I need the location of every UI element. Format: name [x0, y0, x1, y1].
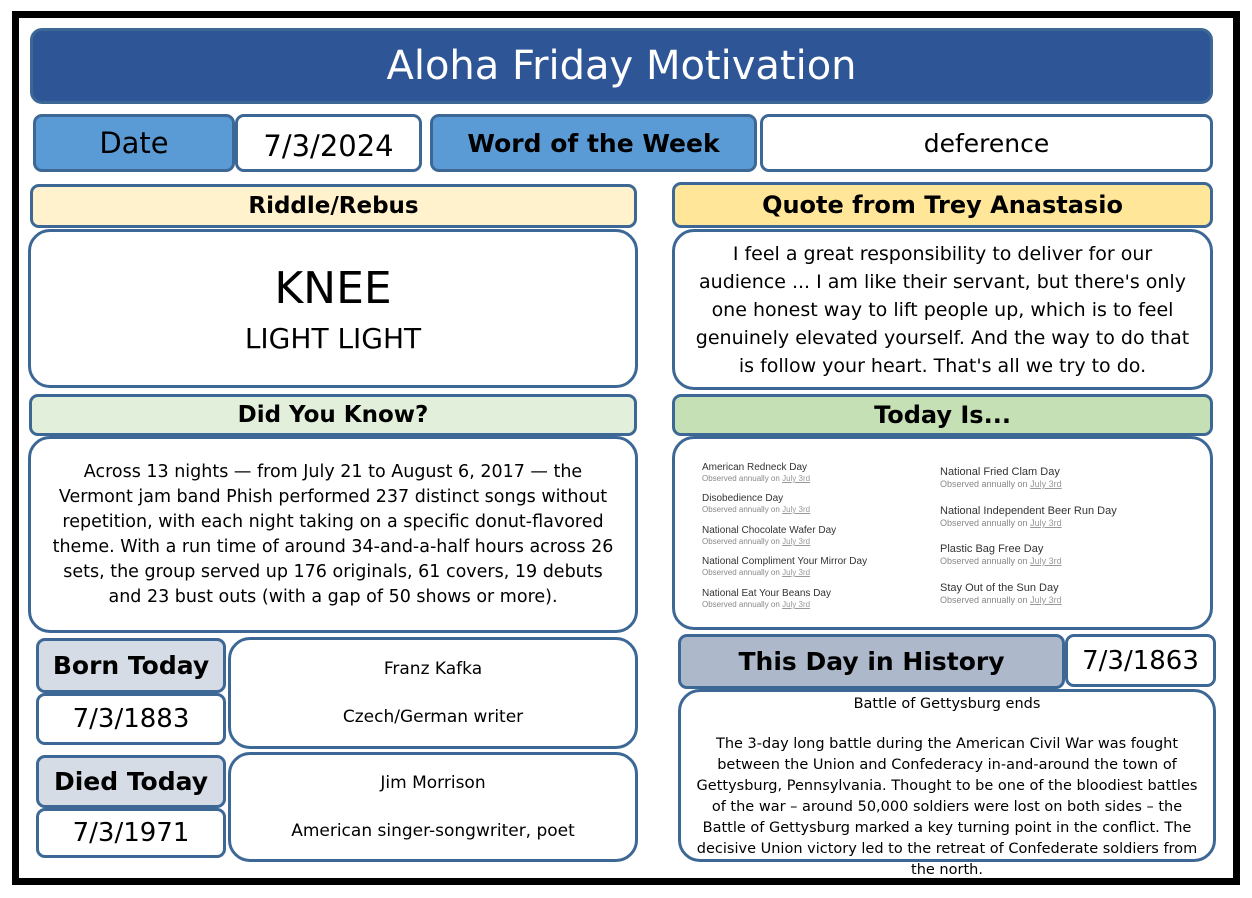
- date-label: Date: [33, 114, 235, 172]
- observed-label: Observed annually on: [702, 505, 780, 514]
- died-today-date: 7/3/1971: [36, 808, 226, 858]
- date-value: 7/3/2024: [235, 114, 422, 172]
- today-item-1: [702, 462, 810, 483]
- today-is-header: Today Is...: [672, 394, 1213, 436]
- observed-date-link[interactable]: July 3rd: [1030, 518, 1062, 528]
- riddle-line-2: LIGHT LIGHT: [244, 321, 422, 355]
- today-item-4: [702, 556, 867, 577]
- observed-date-link[interactable]: July 3rd: [782, 474, 811, 483]
- observed-date-link[interactable]: July 3rd: [1030, 479, 1062, 489]
- observed-label: Observed annually on: [940, 479, 1028, 489]
- today-item-3: [702, 525, 836, 546]
- history-label: This Day in History: [678, 634, 1065, 689]
- today-item-name: Plastic Bag Free Day: [940, 543, 1044, 555]
- died-today-label: Died Today: [36, 755, 226, 808]
- today-item-name: National Fried Clam Day: [940, 466, 1060, 478]
- observed-label: Observed annually on: [940, 518, 1028, 528]
- today-item-name: Stay Out of the Sun Day: [940, 582, 1059, 594]
- history-info: [678, 689, 1216, 878]
- died-name: Jim Morrison: [380, 773, 486, 793]
- today-item-8: [940, 543, 1062, 566]
- observed-date-link[interactable]: July 3rd: [782, 568, 811, 577]
- today-item-5: [702, 588, 831, 609]
- riddle-line-1: KNEE: [274, 262, 392, 314]
- riddle-header: Riddle/Rebus: [30, 184, 637, 228]
- born-today-label: Born Today: [36, 638, 226, 693]
- page-title: Aloha Friday Motivation: [30, 28, 1213, 104]
- observed-date-link[interactable]: July 3rd: [782, 600, 811, 609]
- today-is-list: [672, 436, 1213, 630]
- today-item-name: National Eat Your Beans Day: [702, 588, 831, 599]
- born-today-info: [228, 637, 638, 749]
- observed-date-link[interactable]: July 3rd: [782, 537, 811, 546]
- born-name: Franz Kafka: [383, 659, 483, 679]
- today-item-2: [702, 493, 810, 514]
- today-item-6: [940, 466, 1062, 489]
- observed-label: Observed annually on: [940, 595, 1028, 605]
- today-item-name: National Chocolate Wafer Day: [702, 525, 837, 536]
- today-item-9: [940, 582, 1062, 605]
- observed-label: Observed annually on: [702, 474, 780, 483]
- today-item-7: [940, 505, 1117, 528]
- observed-label: Observed annually on: [702, 600, 780, 609]
- quote-header: Quote from Trey Anastasio: [672, 182, 1213, 228]
- observed-label: Observed annually on: [702, 568, 780, 577]
- today-item-name: American Redneck Day: [702, 462, 808, 473]
- history-date: 7/3/1863: [1065, 634, 1216, 687]
- died-desc: American singer-songwriter, poet: [291, 821, 575, 841]
- born-today-date: 7/3/1883: [36, 693, 226, 745]
- word-value: deference: [760, 114, 1213, 172]
- quote-text: I feel a great responsibility to deliver for our audience ... I am like their servant, but there's only one honest way to lift people up, which is to feel genuinely elevated yourself. And the way to do that is follow your heart. That's all we try to do.: [672, 229, 1213, 390]
- word-label: Word of the Week: [430, 114, 757, 172]
- riddle-box: [28, 229, 638, 388]
- did-you-know-header: Did You Know?: [29, 394, 637, 436]
- did-you-know-text: Across 13 nights — from July 21 to August 6, 2017 — the Vermont jam band Phish performed 237 distinct songs without repetition, with each night taking on a specific donut-flavored theme. With a run time of around 34-and-a-half hours across 26 sets, the group served up 176 originals, 61 covers, 19 debuts and 23 bust outs (with a gap of 50 shows or more).: [28, 436, 638, 633]
- history-text: The 3-day long battle during the American Civil War was fought between the Union and Confederacy in-and-around the town of Gettysburg, Pennsylvania. Thought to be one of the bloodiest battles of the war – around 50,000 soldiers were lost on both sides – the Battle of Gettysburg marked a key turning point in the conflict. The decisive Union victory led to the retreat of Confederate soldiers from the north.: [696, 736, 1198, 878]
- died-today-info: [228, 752, 638, 862]
- history-headline: Battle of Gettysburg ends: [853, 696, 1041, 712]
- observed-date-link[interactable]: July 3rd: [1030, 595, 1062, 605]
- today-item-name: Disobedience Day: [702, 493, 784, 504]
- born-desc: Czech/German writer: [342, 707, 524, 727]
- observed-label: Observed annually on: [940, 556, 1028, 566]
- observed-label: Observed annually on: [702, 537, 780, 546]
- observed-date-link[interactable]: July 3rd: [782, 505, 811, 514]
- today-item-name: National Compliment Your Mirror Day: [702, 556, 868, 567]
- observed-date-link[interactable]: July 3rd: [1030, 556, 1062, 566]
- today-item-name: National Independent Beer Run Day: [940, 505, 1117, 517]
